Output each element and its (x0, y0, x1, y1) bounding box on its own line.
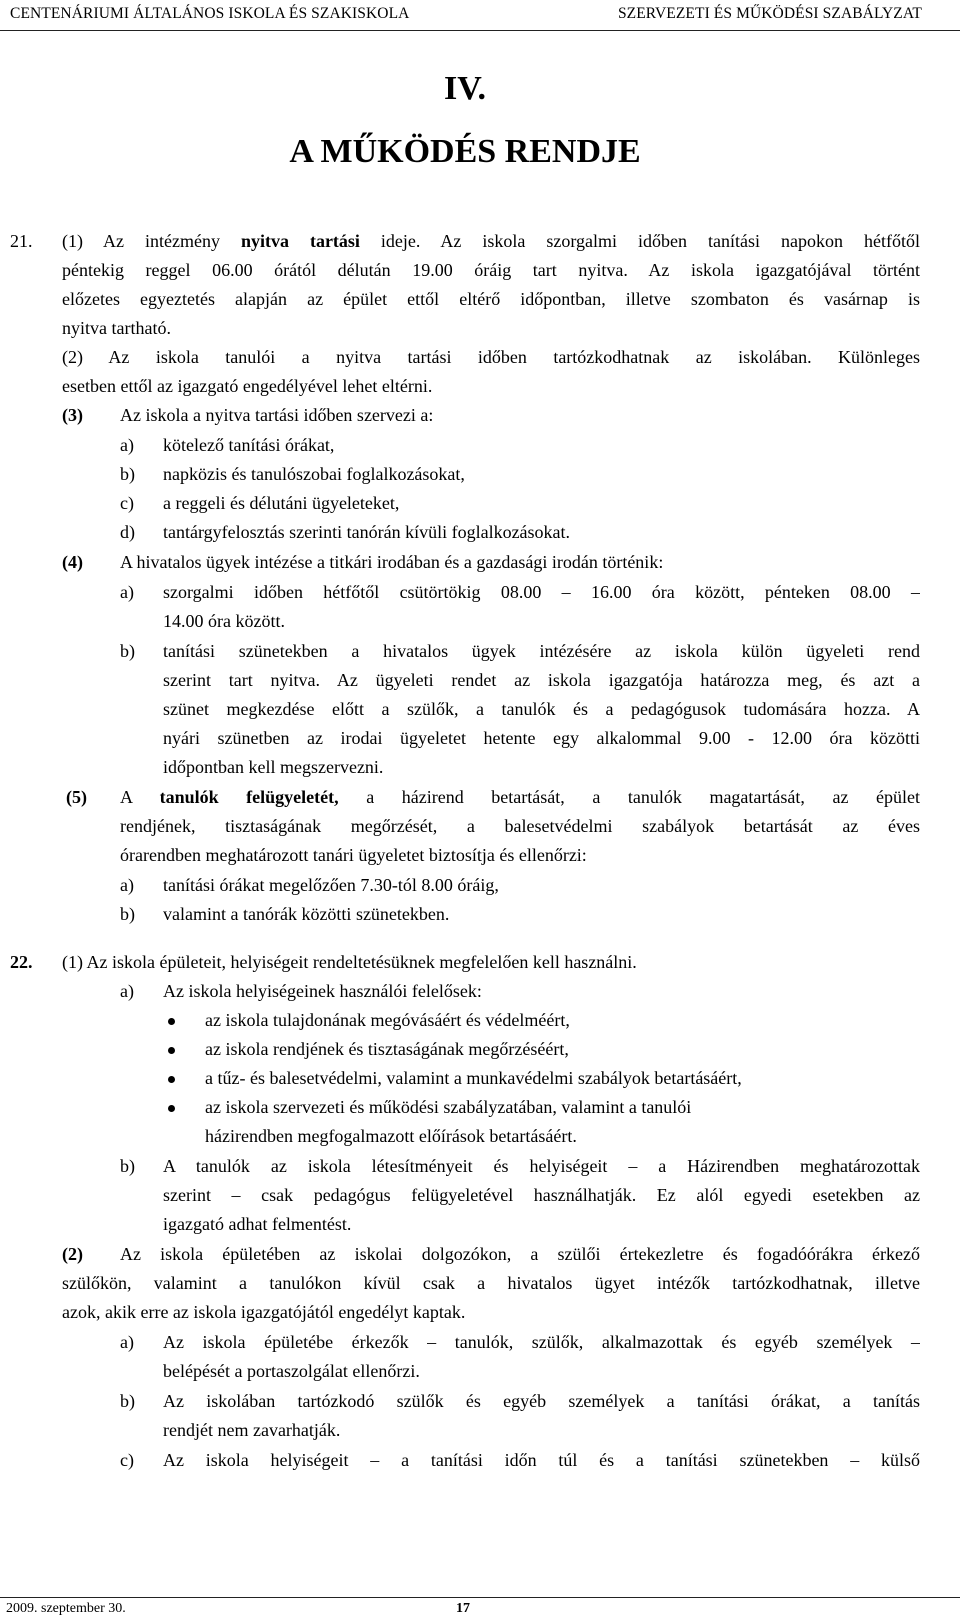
list-item: napközis és tanulószobai foglalkozásokat, (163, 464, 465, 484)
s21-p4-text: A hivatalos ügyek intézése a titkári irodában és a gazdasági irodán történik: (120, 552, 664, 572)
list-label: a) (120, 981, 134, 1001)
header-document-title: SZERVEZETI ÉS MŰKÖDÉSI SZABÁLYZAT (617, 5, 922, 22)
page-number: 17 (456, 1601, 470, 1616)
page-footer (0, 1597, 960, 1623)
list-item: Az iskola helyiségeinek használói felelősek: (163, 981, 482, 1001)
s21-p5-line3: órarendben meghatározott tanári ügyeletet biztosítja és ellenőrzi: (120, 845, 587, 865)
s21-p1-line2: péntekig reggel 06.00 órától délután 19.00 óráig tart nyitva. Az iskola igazgatójával történt (62, 260, 920, 280)
list-label: b) (120, 641, 135, 661)
list-item-continuation: nyári szünetben az irodai ügyeletet hetente egy alkalommal 9.00 - 12.00 óra közötti (163, 728, 920, 748)
s21-p2-line2: esetben ettől az igazgató engedélyével lehet eltérni. (62, 376, 433, 396)
bullet-icon (168, 1076, 175, 1083)
s21-p1-line4: nyitva tartható. (62, 318, 171, 338)
list-item: A tanulók az iskola létesítményeit és helyiségeit – a Házirendben meghatározottak (163, 1156, 920, 1176)
s21-p1-line1: (1) Az intézmény nyitva tartási ideje. Az iskola szorgalmi időben tanítási napokon hétfőtől (62, 231, 920, 251)
header-school-name: CENTENÁRIUMI ÁLTALÁNOS ISKOLA ÉS SZAKISKOLA (10, 5, 410, 22)
bullet-icon (168, 1047, 175, 1054)
s21-p3-number: (3) (62, 405, 83, 425)
s22-p2-line3: azok, akik erre az iskola igazgatójától engedélyt kaptak. (62, 1302, 466, 1322)
list-label: b) (120, 1156, 135, 1176)
section-21-number: 21. (10, 231, 33, 251)
list-item: szorgalmi időben hétfőtől csütörtökig 08.00 – 16.00 óra között, pénteken 08.00 – (163, 582, 920, 602)
list-label: c) (120, 1450, 134, 1470)
list-item-continuation: igazgató adhat felmentést. (163, 1214, 352, 1234)
s21-p1-line3: előzetes egyeztetés alapján az épület ettől eltérő időpontban, illetve szombaton és vasárnap is (62, 289, 920, 309)
list-label: a) (120, 875, 134, 895)
bullet-item: az iskola szervezeti és működési szabályzatában, valamint a tanulói (205, 1097, 692, 1117)
list-label: b) (120, 1391, 135, 1411)
list-item: a reggeli és délutáni ügyeleteket, (163, 493, 400, 513)
list-item: Az iskolában tartózkodó szülők és egyéb személyek a tanítási órákat, a tanítás (163, 1391, 920, 1411)
list-label: a) (120, 1332, 134, 1352)
s22-p2-number: (2) (62, 1244, 83, 1264)
list-item: Az iskola helyiségeit – a tanítási időn túl és a tanítási szünetekben – külső (163, 1450, 920, 1470)
list-label: d) (120, 522, 135, 542)
list-item: tanítási szünetekben a hivatalos ügyek intézésére az iskola külön ügyeleti rend (163, 641, 920, 661)
s21-p3-text: Az iskola a nyitva tartási időben szervezi a: (120, 405, 434, 425)
list-item-continuation: rendjét nem zavarhatják. (163, 1420, 341, 1440)
list-label: b) (120, 464, 135, 484)
s21-p2-line1: (2) Az iskola tanulói a nyitva tartási időben tartózkodhatnak az iskolában. Különleges (62, 347, 920, 367)
section-22-number: 22. (10, 952, 33, 972)
list-item: Az iskola épületébe érkezők – tanulók, szülők, alkalmazottak és egyéb személyek – (163, 1332, 920, 1352)
list-item-continuation: szerint tart nyitva. Az ügyeleti rendet az iskola igazgatója határozza meg, és azt a (163, 670, 920, 690)
bullet-icon (168, 1018, 175, 1025)
bullet-icon (168, 1105, 175, 1112)
list-label: a) (120, 435, 134, 455)
bullet-item: az iskola tulajdonának megóvásáért és védelméért, (205, 1010, 570, 1030)
list-item-continuation: időpontban kell megszervezni. (163, 757, 384, 777)
footer-date: 2009. szeptember 30. (6, 1601, 126, 1616)
s21-p5-line1: A tanulók felügyeletét, a házirend betartását, a tanulók magatartását, az épület (120, 787, 920, 807)
s22-p2-line1: Az iskola épületében az iskolai dolgozókon, a szülői értekezletre és fogadóórákra érkező (120, 1244, 920, 1264)
bold-term: tanulók felügyeletét, (159, 787, 339, 807)
s21-p5-number: (5) (66, 787, 87, 807)
list-label: a) (120, 582, 134, 602)
s22-p2-line2: szülőkön, valamint a tanulókon kívül csak a hivatalos ügyet intézők tartózkodhatnak, illetve (62, 1273, 920, 1293)
bullet-item: az iskola rendjének és tisztaságának megőrzéséért, (205, 1039, 569, 1059)
bullet-item-continuation: házirendben megfogalmazott előírások betartásáért. (205, 1126, 577, 1146)
list-item-continuation: szerint – csak pedagógus felügyeletével használhatják. Ez alól egyedi esetekben az (163, 1185, 920, 1205)
s21-p5-line2: rendjének, tisztaságának megőrzését, a balesetvédelmi szabályok betartását az éves (120, 816, 920, 836)
chapter-number: IV. (444, 70, 486, 107)
list-item: tantárgyfelosztás szerinti tanórán kívüli foglalkozásokat. (163, 522, 571, 542)
page-header (0, 0, 960, 31)
list-item: tanítási órákat megelőzően 7.30-tól 8.00 óráig, (163, 875, 499, 895)
bold-term: nyitva tartási (240, 231, 360, 251)
list-label: c) (120, 493, 134, 513)
s21-p4-number: (4) (62, 552, 83, 572)
list-item-continuation: belépését a portaszolgálat ellenőrzi. (163, 1361, 420, 1381)
list-item-continuation: 14.00 óra között. (163, 611, 285, 631)
list-item-continuation: szünet megkezdése előtt a szülők, a tanulók és a pedagógusok tudomására hozza. A (163, 699, 920, 719)
list-label: b) (120, 904, 135, 924)
list-item: kötelező tanítási órákat, (163, 435, 335, 455)
bullet-item: a tűz- és balesetvédelmi, valamint a munkavédelmi szabályok betartásáért, (205, 1068, 742, 1088)
chapter-title: A MŰKÖDÉS RENDJE (289, 133, 641, 170)
list-item: valamint a tanórák közötti szünetekben. (163, 904, 450, 924)
s22-p1-text: (1) Az iskola épületeit, helyiségeit rendeltetésüknek megfelelően kell használni. (62, 952, 637, 972)
